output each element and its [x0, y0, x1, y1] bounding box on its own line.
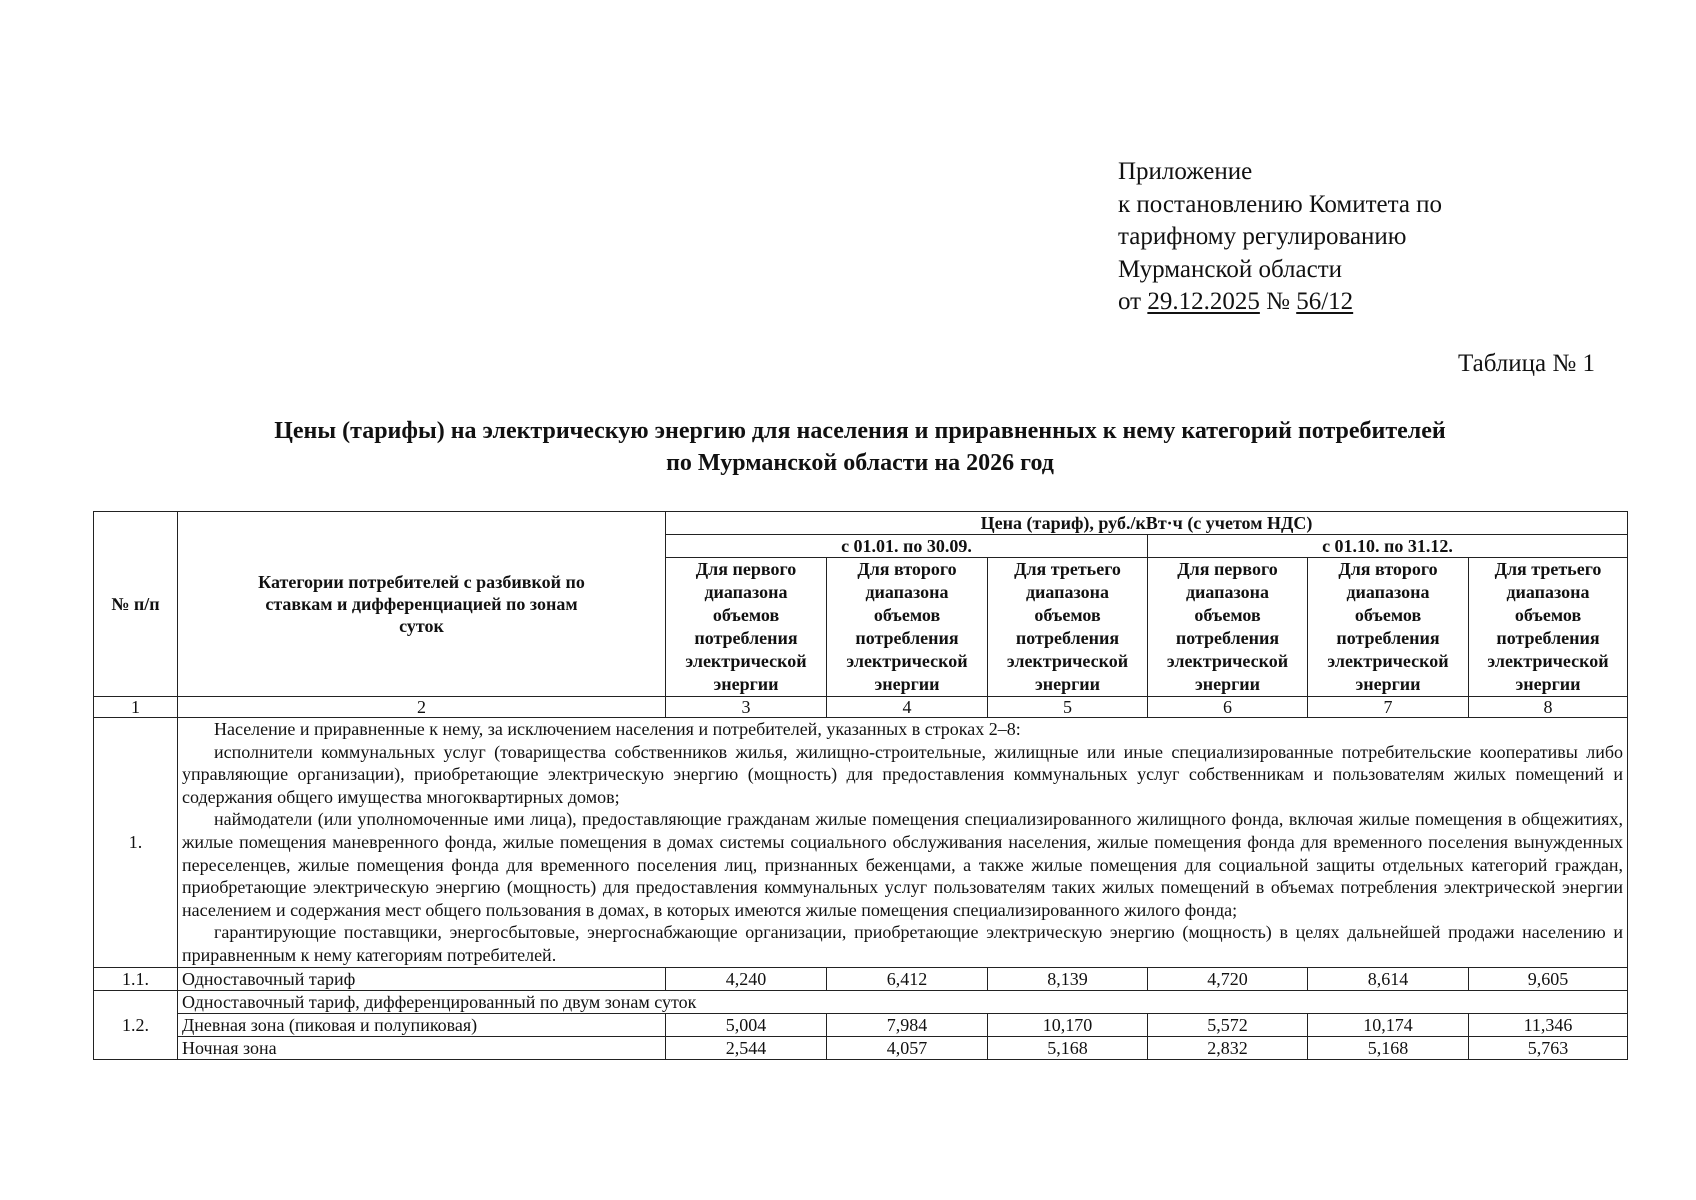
header-period-2: с 01.10. по 31.12. [1148, 535, 1628, 558]
number-sign: № [1266, 288, 1290, 315]
tariff-value: 9,605 [1469, 967, 1628, 990]
row-label: Одноставочный тариф, дифференцированный по двум зонам суток [178, 990, 1628, 1013]
description-paragraph: Население и приравненные к нему, за исключением населения и потребителей, указанных в строках 2–8: [214, 719, 1021, 739]
title-line-2: по Мурманской области на 2026 год [666, 450, 1054, 476]
header-price: Цена (тариф), руб./кВт·ч (с учетом НДС) [666, 512, 1628, 535]
appendix-line-1: Приложение [1118, 158, 1253, 185]
header-category: Категории потребителей с разбивкой по ставкам и дифференциацией по зонам суток [178, 512, 666, 697]
table-row-1-1 [94, 967, 1628, 990]
tariff-value: 2,544 [666, 1036, 827, 1059]
description-paragraph: наймодатели (или уполномоченные ими лица), предоставляющие гражданам жилые помещения специализированного жилищного фонда, включая жилые помещения в общежитиях, жилые помещения маневренного фонда, жилые помещения в домах системы социального обслуживания населения, жилые помещения фонда для временного поселения вынужденных переселенцев, жилые помещения фонда для временного поселения лиц, признанных беженцами, а также жилые помещения для социальной защиты отдельных категорий граждан, приобретающие электрическую энергию (мощность) для предоставления коммунальных услуг пользователям таких жилых помещений в объемах потребления электрической энергии населением и содержания мест общего пользования в домах, в которых имеются жилые помещения специализированного жилого фонда; [182, 809, 1623, 920]
tariff-value: 4,720 [1148, 967, 1308, 990]
column-number: 7 [1308, 697, 1469, 718]
column-number-row [94, 697, 1628, 718]
column-number: 1 [94, 697, 178, 718]
header-p1-range-2: Для второго диапазона объемов потребления электрической энергии [827, 558, 988, 697]
tariff-value: 7,984 [827, 1013, 988, 1036]
header-no: № п/п [94, 512, 178, 697]
table-row-1 [94, 718, 1628, 968]
table-row-1-2 [94, 990, 1628, 1013]
tariff-value: 8,614 [1308, 967, 1469, 990]
tariff-value: 10,174 [1308, 1013, 1469, 1036]
header-row-1 [94, 512, 1628, 535]
header-p1-range-3: Для третьего диапазона объемов потребления электрической энергии [988, 558, 1148, 697]
tariff-value: 5,168 [988, 1036, 1148, 1059]
appendix-line-2: к постановлению Комитета по [1118, 190, 1443, 218]
row-label: Дневная зона (пиковая и полупиковая) [178, 1013, 666, 1036]
tariff-table [93, 511, 1628, 1060]
appendix-header [1118, 156, 1442, 319]
appendix-line-4: Мурманской области [1118, 255, 1343, 283]
column-number: 8 [1469, 697, 1628, 718]
tariff-value: 5,763 [1469, 1036, 1628, 1059]
row-number: 1.2. [94, 990, 178, 1059]
row-label: Ночная зона [178, 1036, 666, 1059]
tariff-value: 11,346 [1469, 1013, 1628, 1036]
appendix-line-3: тарифному регулированию [1118, 223, 1407, 250]
description-paragraph: исполнители коммунальных услуг (товарищества собственников жилья, жилищно-строительные, жилищные или иные специализированные потребительские кооперативы либо управляющие организации), приобретающие электрическую энергию (мощность) для предоставления коммунальных услуг собственникам и пользователям жилых помещений и содержания общего имущества многоквартирных домов; [182, 741, 1623, 807]
tariff-value: 5,572 [1148, 1013, 1308, 1036]
row-number: 1. [94, 718, 178, 968]
header-p2-range-1: Для первого диапазона объемов потребления электрической энергии [1148, 558, 1308, 697]
table-label: Таблица № 1 [1457, 350, 1595, 377]
column-number: 2 [178, 697, 666, 718]
tariff-value: 10,170 [988, 1013, 1148, 1036]
header-p2-range-2: Для второго диапазона объемов потребления электрической энергии [1308, 558, 1469, 697]
tariff-value: 2,832 [1148, 1036, 1308, 1059]
resolution-date: 29.12.2025 [1147, 288, 1260, 315]
description-paragraph: гарантирующие поставщики, энергосбытовые, энергоснабжающие организации, приобретающие электрическую энергию (мощность) в целях дальнейшей продажи населению и приравненным к нему категориям потребителей. [182, 922, 1623, 965]
column-number: 5 [988, 697, 1148, 718]
column-number: 6 [1148, 697, 1308, 718]
row-label: Одноставочный тариф [178, 967, 666, 990]
column-number: 3 [666, 697, 827, 718]
header-p2-range-3: Для третьего диапазона объемов потребления электрической энергии [1469, 558, 1628, 697]
tariff-value: 5,004 [666, 1013, 827, 1036]
title-line-1: Цены (тарифы) на электрическую энергию для населения и приравненных к нему категорий потребителей [274, 418, 1446, 444]
appendix-date-line [1118, 286, 1442, 319]
date-prefix: от [1118, 288, 1142, 315]
tariff-value: 4,240 [666, 967, 827, 990]
row-number: 1.1. [94, 967, 178, 990]
header-p1-range-1: Для первого диапазона объемов потребления электрической энергии [666, 558, 827, 697]
table-row-day-zone [94, 1013, 1628, 1036]
tariff-value: 4,057 [827, 1036, 988, 1059]
tariff-value: 8,139 [988, 967, 1148, 990]
tariff-value: 6,412 [827, 967, 988, 990]
column-number: 4 [827, 697, 988, 718]
category-description [178, 718, 1628, 968]
resolution-number: 56/12 [1296, 288, 1354, 315]
tariff-value: 5,168 [1308, 1036, 1469, 1059]
header-period-1: с 01.01. по 30.09. [666, 535, 1148, 558]
table-row-night-zone [94, 1036, 1628, 1059]
document-title [93, 415, 1627, 479]
